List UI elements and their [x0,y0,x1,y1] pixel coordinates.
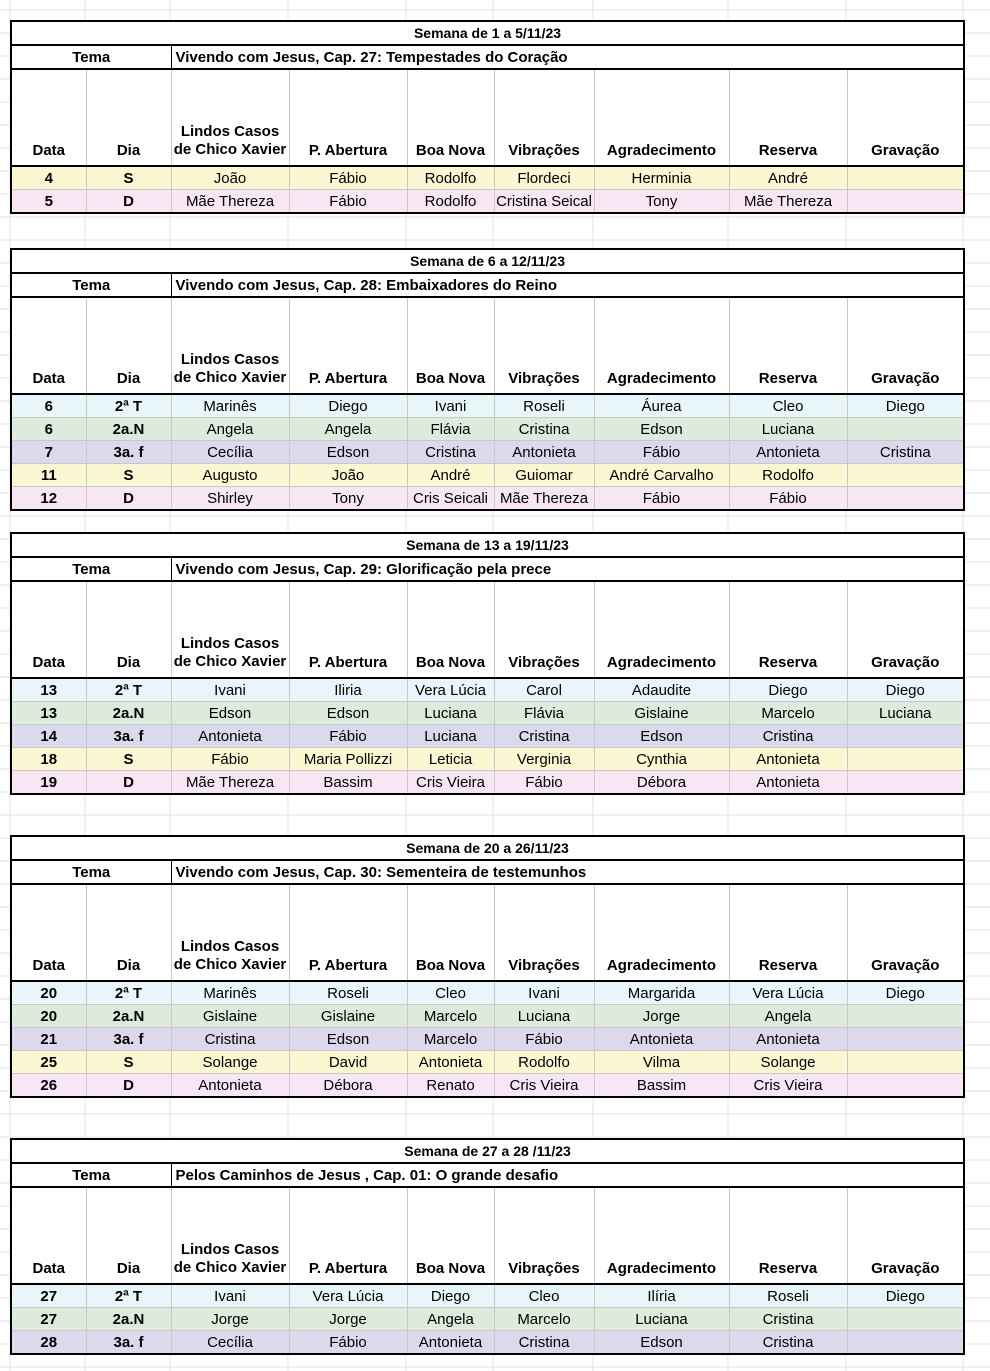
cell-agradecimento[interactable]: Débora [594,771,729,795]
cell-agradecimento[interactable]: Adaudite [594,678,729,702]
cell-abertura[interactable]: Edson [289,441,407,464]
column-header-boanova[interactable]: Boa Nova [407,581,494,678]
cell-abertura[interactable]: João [289,464,407,487]
cell-boanova[interactable]: Angela [407,1308,494,1331]
schedule-table [10,20,965,214]
cell-reserva[interactable]: Antonieta [729,771,847,795]
column-header-lindos[interactable]: Lindos Casos de Chico Xavier [171,69,289,166]
cell-gravacao[interactable] [847,1308,964,1331]
cell-dia[interactable]: 3a. f [86,441,171,464]
schedule-table [10,1138,965,1355]
cell-boanova[interactable]: Cris Seicali [407,487,494,511]
table-row [11,1051,964,1074]
tema-value[interactable]: Vivendo com Jesus, Cap. 29: Glorificação pela prece [171,557,964,581]
cell-abertura[interactable]: Roseli [289,981,407,1005]
cell-abertura[interactable]: Fábio [289,166,407,190]
cell-dia[interactable]: D [86,487,171,511]
cell-boanova[interactable]: Ivani [407,394,494,418]
cell-agradecimento[interactable]: Edson [594,725,729,748]
table-row [11,1074,964,1098]
table-row [11,771,964,795]
column-header-lindos[interactable]: Lindos Casos de Chico Xavier [171,1187,289,1284]
cell-data[interactable]: 13 [11,678,86,702]
cell-agradecimento[interactable]: Fábio [594,441,729,464]
cell-boanova[interactable]: Vera Lúcia [407,678,494,702]
cell-lindos[interactable]: Gislaine [171,1005,289,1028]
cell-dia[interactable]: 2ª T [86,394,171,418]
week-title[interactable]: Semana de 6 a 12/11/23 [11,249,964,273]
cell-dia[interactable]: 2ª T [86,1284,171,1308]
cell-boanova[interactable]: Leticia [407,748,494,771]
cell-agradecimento[interactable]: Antonieta [594,1028,729,1051]
cell-agradecimento[interactable]: Margarida [594,981,729,1005]
column-header-agradecimento[interactable]: Agradecimento [594,884,729,981]
cell-dia[interactable]: S [86,748,171,771]
cell-data[interactable]: 25 [11,1051,86,1074]
table-row [11,464,964,487]
cell-data[interactable]: 27 [11,1308,86,1331]
column-header-dia[interactable]: Dia [86,69,171,166]
cell-lindos[interactable]: Ivani [171,1284,289,1308]
cell-abertura[interactable]: Fábio [289,725,407,748]
cell-agradecimento[interactable]: Edson [594,1331,729,1355]
column-header-abertura[interactable]: P. Abertura [289,581,407,678]
cell-reserva[interactable]: André [729,166,847,190]
cell-abertura[interactable]: Edson [289,702,407,725]
column-header-agradecimento[interactable]: Agradecimento [594,69,729,166]
cell-data[interactable]: 13 [11,702,86,725]
cell-abertura[interactable]: Débora [289,1074,407,1098]
cell-dia[interactable]: 3a. f [86,1028,171,1051]
table-row [11,394,964,418]
week-block [10,20,965,214]
cell-data[interactable]: 7 [11,441,86,464]
cell-boanova[interactable]: Rodolfo [407,190,494,214]
week-block [10,532,965,795]
cell-reserva[interactable]: Luciana [729,418,847,441]
cell-dia[interactable]: 2a.N [86,1005,171,1028]
cell-data[interactable]: 28 [11,1331,86,1355]
table-row [11,1284,964,1308]
cell-boanova[interactable]: Marcelo [407,1028,494,1051]
cell-agradecimento[interactable]: Cynthia [594,748,729,771]
column-header-dia[interactable]: Dia [86,581,171,678]
cell-data[interactable]: 14 [11,725,86,748]
cell-abertura[interactable]: Diego [289,394,407,418]
cell-dia[interactable]: S [86,166,171,190]
cell-dia[interactable]: 2a.N [86,702,171,725]
cell-gravacao[interactable] [847,1005,964,1028]
cell-lindos[interactable]: Jorge [171,1308,289,1331]
column-header-vibracoes[interactable]: Vibrações [494,581,594,678]
cell-gravacao[interactable] [847,190,964,214]
column-header-gravacao[interactable]: Gravação [847,581,964,678]
column-header-lindos[interactable]: Lindos Casos de Chico Xavier [171,884,289,981]
cell-vibracoes[interactable]: Flávia [494,702,594,725]
cell-data[interactable]: 11 [11,464,86,487]
cell-abertura[interactable]: Edson [289,1028,407,1051]
cell-vibracoes[interactable]: Cristina [494,1331,594,1355]
column-header-data[interactable]: Data [11,297,86,394]
week-block [10,835,965,1098]
cell-abertura[interactable]: Bassim [289,771,407,795]
cell-vibracoes[interactable]: Ivani [494,981,594,1005]
cell-gravacao[interactable] [847,1028,964,1051]
cell-data[interactable]: 19 [11,771,86,795]
cell-gravacao[interactable] [847,418,964,441]
cell-reserva[interactable]: Marcelo [729,702,847,725]
cell-abertura[interactable]: Fábio [289,1331,407,1355]
cell-lindos[interactable]: Solange [171,1051,289,1074]
table-row [11,1005,964,1028]
column-header-boanova[interactable]: Boa Nova [407,297,494,394]
cell-reserva[interactable]: Cristina [729,1331,847,1355]
cell-dia[interactable]: 3a. f [86,1331,171,1355]
cell-boanova[interactable]: Luciana [407,702,494,725]
cell-boanova[interactable]: Antonieta [407,1051,494,1074]
cell-vibracoes[interactable]: Fábio [494,771,594,795]
cell-data[interactable]: 18 [11,748,86,771]
cell-lindos[interactable]: Cecília [171,441,289,464]
cell-dia[interactable]: 2ª T [86,981,171,1005]
cell-lindos[interactable]: Mãe Thereza [171,771,289,795]
week-block [10,248,965,511]
cell-reserva[interactable]: Vera Lúcia [729,981,847,1005]
cell-boanova[interactable]: Antonieta [407,1331,494,1355]
cell-dia[interactable]: S [86,464,171,487]
cell-reserva[interactable]: Roseli [729,1284,847,1308]
cell-data[interactable]: 6 [11,394,86,418]
cell-gravacao[interactable]: Cristina [847,441,964,464]
cell-agradecimento[interactable]: Bassim [594,1074,729,1098]
cell-reserva[interactable]: Cleo [729,394,847,418]
cell-data[interactable]: 20 [11,1005,86,1028]
week-title[interactable]: Semana de 20 a 26/11/23 [11,836,964,860]
column-header-vibracoes[interactable]: Vibrações [494,69,594,166]
cell-data[interactable]: 12 [11,487,86,511]
cell-abertura[interactable]: Maria Pollizzi [289,748,407,771]
cell-lindos[interactable]: Cecília [171,1331,289,1355]
column-header-gravacao[interactable]: Gravação [847,884,964,981]
cell-gravacao[interactable]: Diego [847,981,964,1005]
cell-gravacao[interactable] [847,1074,964,1098]
table-row [11,1028,964,1051]
cell-vibracoes[interactable]: Rodolfo [494,1051,594,1074]
cell-lindos[interactable]: Fábio [171,748,289,771]
tema-value[interactable]: Vivendo com Jesus, Cap. 28: Embaixadores do Reino [171,273,964,297]
column-header-data[interactable]: Data [11,884,86,981]
column-header-vibracoes[interactable]: Vibrações [494,1187,594,1284]
cell-reserva[interactable]: Cristina [729,725,847,748]
column-header-data[interactable]: Data [11,581,86,678]
column-header-agradecimento[interactable]: Agradecimento [594,1187,729,1284]
cell-agradecimento[interactable]: Ilíria [594,1284,729,1308]
cell-dia[interactable]: 3a. f [86,725,171,748]
cell-data[interactable]: 27 [11,1284,86,1308]
column-header-boanova[interactable]: Boa Nova [407,1187,494,1284]
cell-vibracoes[interactable]: Antonieta [494,441,594,464]
cell-abertura[interactable]: Vera Lúcia [289,1284,407,1308]
column-header-gravacao[interactable]: Gravação [847,297,964,394]
cell-dia[interactable]: D [86,190,171,214]
table-row [11,1331,964,1355]
table-row [11,981,964,1005]
cell-data[interactable]: 26 [11,1074,86,1098]
cell-reserva[interactable]: Diego [729,678,847,702]
cell-gravacao[interactable] [847,1051,964,1074]
cell-data[interactable]: 5 [11,190,86,214]
cell-dia[interactable]: D [86,1074,171,1098]
cell-boanova[interactable]: Cris Vieira [407,771,494,795]
column-header-dia[interactable]: Dia [86,884,171,981]
cell-dia[interactable]: 2a.N [86,1308,171,1331]
cell-agradecimento[interactable]: Herminia [594,166,729,190]
column-header-vibracoes[interactable]: Vibrações [494,884,594,981]
cell-boanova[interactable]: Marcelo [407,1005,494,1028]
cell-gravacao[interactable] [847,748,964,771]
cell-agradecimento[interactable]: Jorge [594,1005,729,1028]
table-row [11,702,964,725]
cell-vibracoes[interactable]: Marcelo [494,1308,594,1331]
cell-reserva[interactable]: Cris Vieira [729,1074,847,1098]
cell-agradecimento[interactable]: Áurea [594,394,729,418]
cell-gravacao[interactable]: Diego [847,1284,964,1308]
cell-boanova[interactable]: Cleo [407,981,494,1005]
cell-agradecimento[interactable]: Vilma [594,1051,729,1074]
cell-vibracoes[interactable]: Cris Vieira [494,1074,594,1098]
tema-label[interactable]: Tema [11,45,171,69]
column-header-reserva[interactable]: Reserva [729,884,847,981]
table-row [11,725,964,748]
cell-vibracoes[interactable]: Cleo [494,1284,594,1308]
column-header-boanova[interactable]: Boa Nova [407,884,494,981]
cell-vibracoes[interactable]: Guiomar [494,464,594,487]
week-title[interactable]: Semana de 27 a 28 /11/23 [11,1139,964,1163]
column-header-gravacao[interactable]: Gravação [847,69,964,166]
cell-reserva[interactable]: Antonieta [729,1028,847,1051]
cell-gravacao[interactable] [847,166,964,190]
cell-vibracoes[interactable]: Verginia [494,748,594,771]
cell-gravacao[interactable] [847,464,964,487]
cell-lindos[interactable]: Marinês [171,394,289,418]
cell-gravacao[interactable] [847,1331,964,1355]
cell-reserva[interactable]: Cristina [729,1308,847,1331]
cell-boanova[interactable]: Luciana [407,725,494,748]
schedule-table [10,835,965,1098]
column-header-boanova[interactable]: Boa Nova [407,69,494,166]
cell-lindos[interactable]: Ivani [171,678,289,702]
cell-reserva[interactable]: Mãe Thereza [729,190,847,214]
column-header-abertura[interactable]: P. Abertura [289,297,407,394]
tema-label[interactable]: Tema [11,860,171,884]
cell-reserva[interactable]: Antonieta [729,441,847,464]
cell-gravacao[interactable]: Luciana [847,702,964,725]
table-row [11,748,964,771]
cell-vibracoes[interactable]: Fábio [494,1028,594,1051]
cell-boanova[interactable]: Diego [407,1284,494,1308]
cell-data[interactable]: 20 [11,981,86,1005]
cell-lindos[interactable]: Antonieta [171,1074,289,1098]
column-header-agradecimento[interactable]: Agradecimento [594,297,729,394]
cell-lindos[interactable]: Angela [171,418,289,441]
tema-value[interactable]: Vivendo com Jesus, Cap. 27: Tempestades do Coração [171,45,964,69]
cell-agradecimento[interactable]: Tony [594,190,729,214]
tema-value[interactable]: Vivendo com Jesus, Cap. 30: Sementeira de testemunhos [171,860,964,884]
column-header-lindos[interactable]: Lindos Casos de Chico Xavier [171,581,289,678]
table-row [11,678,964,702]
cell-agradecimento[interactable]: Edson [594,418,729,441]
week-block [10,1138,965,1355]
cell-data[interactable]: 6 [11,418,86,441]
cell-reserva[interactable]: Solange [729,1051,847,1074]
table-row [11,487,964,511]
cell-lindos[interactable]: Augusto [171,464,289,487]
cell-lindos[interactable]: João [171,166,289,190]
cell-boanova[interactable]: Cristina [407,441,494,464]
tema-label[interactable]: Tema [11,1163,171,1187]
cell-lindos[interactable]: Edson [171,702,289,725]
cell-gravacao[interactable]: Diego [847,394,964,418]
cell-reserva[interactable]: Fábio [729,487,847,511]
cell-vibracoes[interactable]: Cristina Seical [494,190,594,214]
cell-boanova[interactable]: Renato [407,1074,494,1098]
cell-vibracoes[interactable]: Luciana [494,1005,594,1028]
cell-abertura[interactable]: Gislaine [289,1005,407,1028]
table-row [11,1308,964,1331]
column-header-agradecimento[interactable]: Agradecimento [594,581,729,678]
column-header-gravacao[interactable]: Gravação [847,1187,964,1284]
cell-data[interactable]: 4 [11,166,86,190]
column-header-reserva[interactable]: Reserva [729,69,847,166]
cell-dia[interactable]: 2a.N [86,418,171,441]
cell-abertura[interactable]: David [289,1051,407,1074]
cell-vibracoes[interactable]: Flordeci [494,166,594,190]
cell-agradecimento[interactable]: Gislaine [594,702,729,725]
schedule-table [10,532,965,795]
column-header-dia[interactable]: Dia [86,1187,171,1284]
column-header-data[interactable]: Data [11,1187,86,1284]
cell-dia[interactable]: D [86,771,171,795]
table-row [11,418,964,441]
cell-vibracoes[interactable]: Carol [494,678,594,702]
table-row [11,190,964,214]
cell-abertura[interactable]: Tony [289,487,407,511]
cell-agradecimento[interactable]: Luciana [594,1308,729,1331]
cell-dia[interactable]: S [86,1051,171,1074]
schedule-table [10,248,965,511]
cell-dia[interactable]: 2ª T [86,678,171,702]
cell-abertura[interactable]: Fábio [289,190,407,214]
tema-label[interactable]: Tema [11,557,171,581]
cell-vibracoes[interactable]: Mãe Thereza [494,487,594,511]
cell-lindos[interactable]: Antonieta [171,725,289,748]
cell-reserva[interactable]: Angela [729,1005,847,1028]
column-header-data[interactable]: Data [11,69,86,166]
cell-data[interactable]: 21 [11,1028,86,1051]
cell-vibracoes[interactable]: Cristina [494,418,594,441]
cell-abertura[interactable]: Iliria [289,678,407,702]
cell-boanova[interactable]: Flávia [407,418,494,441]
column-header-reserva[interactable]: Reserva [729,297,847,394]
cell-abertura[interactable]: Jorge [289,1308,407,1331]
cell-lindos[interactable]: Shirley [171,487,289,511]
cell-reserva[interactable]: Antonieta [729,748,847,771]
cell-gravacao[interactable] [847,487,964,511]
cell-gravacao[interactable] [847,725,964,748]
cell-vibracoes[interactable]: Cristina [494,725,594,748]
cell-lindos[interactable]: Cristina [171,1028,289,1051]
week-title[interactable]: Semana de 1 a 5/11/23 [11,21,964,45]
cell-reserva[interactable]: Rodolfo [729,464,847,487]
cell-lindos[interactable]: Marinês [171,981,289,1005]
tema-value[interactable]: Pelos Caminhos de Jesus , Cap. 01: O grande desafio [171,1163,964,1187]
cell-lindos[interactable]: Mãe Thereza [171,190,289,214]
column-header-abertura[interactable]: P. Abertura [289,884,407,981]
column-header-reserva[interactable]: Reserva [729,1187,847,1284]
table-row [11,166,964,190]
column-header-vibracoes[interactable]: Vibrações [494,297,594,394]
cell-gravacao[interactable] [847,771,964,795]
cell-boanova[interactable]: Rodolfo [407,166,494,190]
column-header-reserva[interactable]: Reserva [729,581,847,678]
week-title[interactable]: Semana de 13 a 19/11/23 [11,533,964,557]
cell-agradecimento[interactable]: André Carvalho [594,464,729,487]
cell-abertura[interactable]: Angela [289,418,407,441]
column-header-lindos[interactable]: Lindos Casos de Chico Xavier [171,297,289,394]
table-row [11,441,964,464]
cell-vibracoes[interactable]: Roseli [494,394,594,418]
column-header-dia[interactable]: Dia [86,297,171,394]
tema-label[interactable]: Tema [11,273,171,297]
cell-gravacao[interactable]: Diego [847,678,964,702]
cell-boanova[interactable]: André [407,464,494,487]
column-header-abertura[interactable]: P. Abertura [289,69,407,166]
column-header-abertura[interactable]: P. Abertura [289,1187,407,1284]
cell-agradecimento[interactable]: Fábio [594,487,729,511]
